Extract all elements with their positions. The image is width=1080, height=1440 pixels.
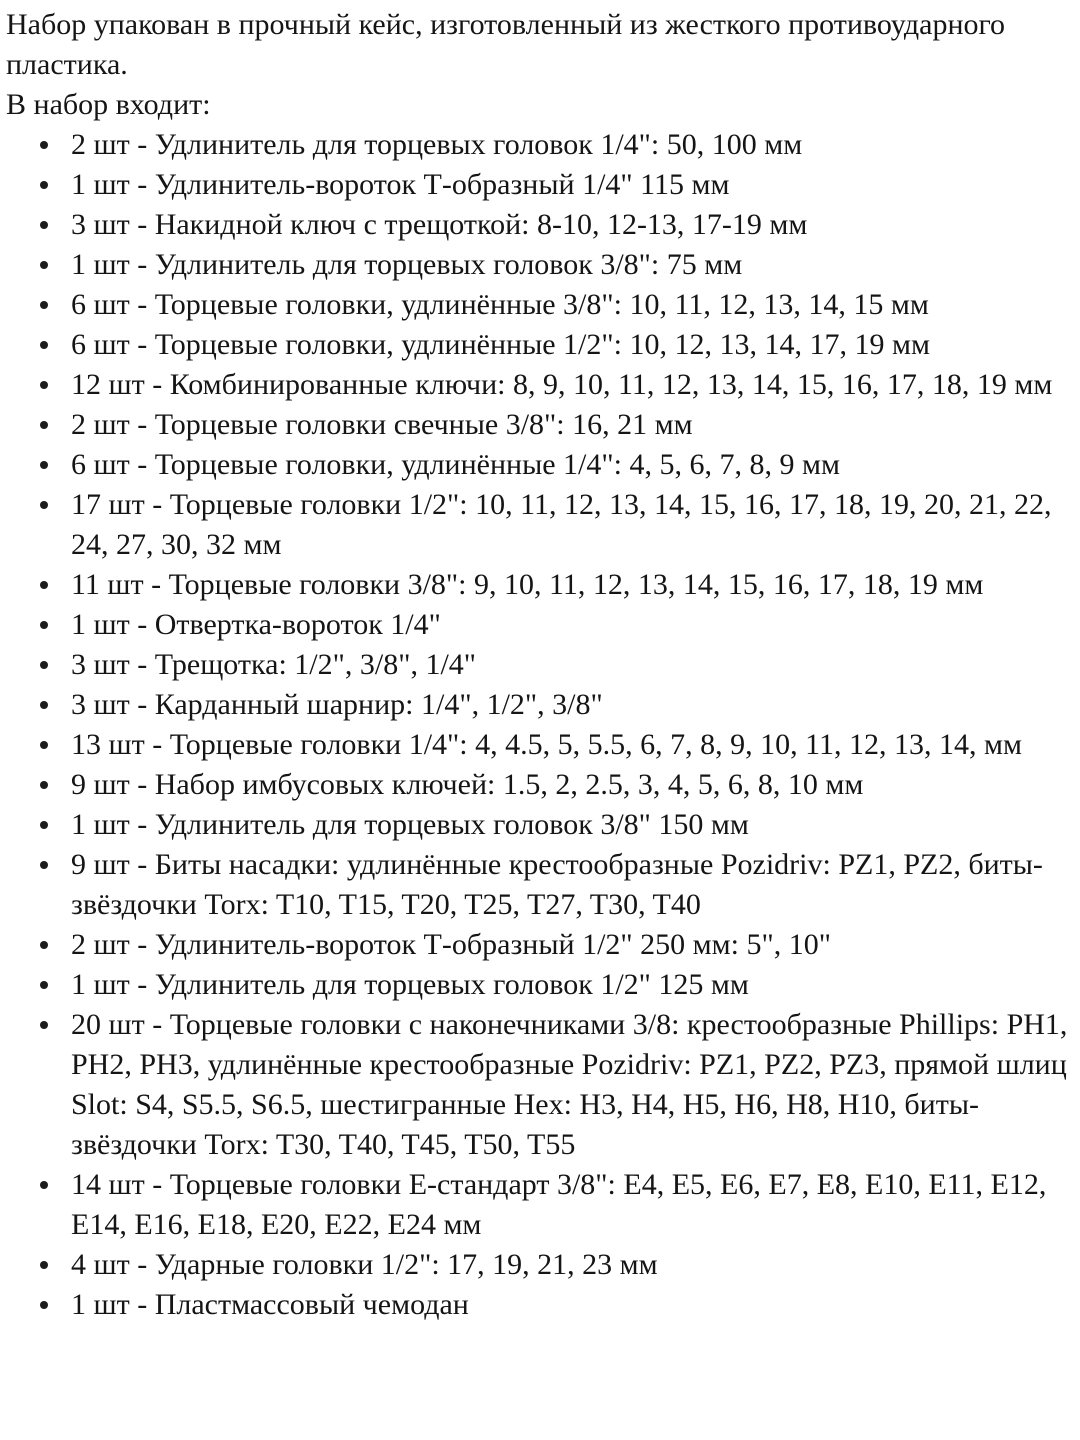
list-item: 1 шт - Отвертка-вороток 1/4" [71,605,1070,645]
list-item: 3 шт - Карданный шарнир: 1/4", 1/2", 3/8" [71,685,1070,725]
list-item: 11 шт - Торцевые головки 3/8": 9, 10, 11, 12, 13, 14, 15, 16, 17, 18, 19 мм [71,565,1070,605]
list-item: 14 шт - Торцевые головки Е-стандарт 3/8": E4, E5, E6, E7, E8, E10, E11, E12, E14, E16, E18, E20, E22, E24 мм [71,1165,1070,1245]
list-item: 13 шт - Торцевые головки 1/4": 4, 4.5, 5, 5.5, 6, 7, 8, 9, 10, 11, 12, 13, 14, мм [71,725,1070,765]
list-item: 2 шт - Удлинитель для торцевых головок 1/4": 50, 100 мм [71,125,1070,165]
list-item: 9 шт - Набор имбусовых ключей: 1.5, 2, 2.5, 3, 4, 5, 6, 8, 10 мм [71,765,1070,805]
list-item: 1 шт - Удлинитель для торцевых головок 3/8" 150 мм [71,805,1070,845]
list-heading: В набор входит: [6,88,211,121]
list-item: 3 шт - Накидной ключ с трещоткой: 8-10, 12-13, 17-19 мм [71,205,1070,245]
list-item: 6 шт - Торцевые головки, удлинённые 1/2": 10, 12, 13, 14, 17, 19 мм [71,325,1070,365]
list-item: 1 шт - Удлинитель для торцевых головок 3/8": 75 мм [71,245,1070,285]
list-item: 6 шт - Торцевые головки, удлинённые 1/4": 4, 5, 6, 7, 8, 9 мм [71,445,1070,485]
list-item: 2 шт - Удлинитель-вороток Т-образный 1/2" 250 мм: 5", 10" [71,925,1070,965]
list-item: 1 шт - Удлинитель для торцевых головок 1/2" 125 мм [71,965,1070,1005]
list-item: 20 шт - Торцевые головки с наконечниками 3/8: крестообразные Phillips: PH1, PH2, PH3, удлинённые крестообразные Pozidriv: PZ1, PZ2, PZ3, прямой шлиц Slot: S4, S5.5, S6.5, шестигранные Hex: H3, H4, H5, H6, H8, H10, биты-звёздочки Torx: T30, T40, T45, T50, T55 [71,1005,1070,1165]
list-item: 1 шт - Пластмассовый чемодан [71,1285,1070,1325]
list-item: 6 шт - Торцевые головки, удлинённые 3/8": 10, 11, 12, 13, 14, 15 мм [71,285,1070,325]
list-item: 1 шт - Удлинитель-вороток Т-образный 1/4" 115 мм [71,165,1070,205]
list-item: 3 шт - Трещотка: 1/2", 3/8", 1/4" [71,645,1070,685]
list-item: 4 шт - Ударные головки 1/2": 17, 19, 21, 23 мм [71,1245,1070,1285]
list-item: 2 шт - Торцевые головки свечные 3/8": 16, 21 мм [71,405,1070,445]
list-item: 9 шт - Биты насадки: удлинённые крестообразные Pozidriv: PZ1, PZ2, биты-звёздочки Torx: T10, T15, T20, T25, T27, T30, T40 [71,845,1070,925]
list-item: 17 шт - Торцевые головки 1/2": 10, 11, 12, 13, 14, 15, 16, 17, 18, 19, 20, 21, 22, 24, 27, 30, 32 мм [71,485,1070,565]
list-item: 12 шт - Комбинированные ключи: 8, 9, 10, 11, 12, 13, 14, 15, 16, 17, 18, 19 мм [71,365,1070,405]
contents-list [6,125,1072,1325]
intro-paragraph: Набор упакован в прочный кейс, изготовленный из жесткого противоударного пластика. [6,8,1006,81]
